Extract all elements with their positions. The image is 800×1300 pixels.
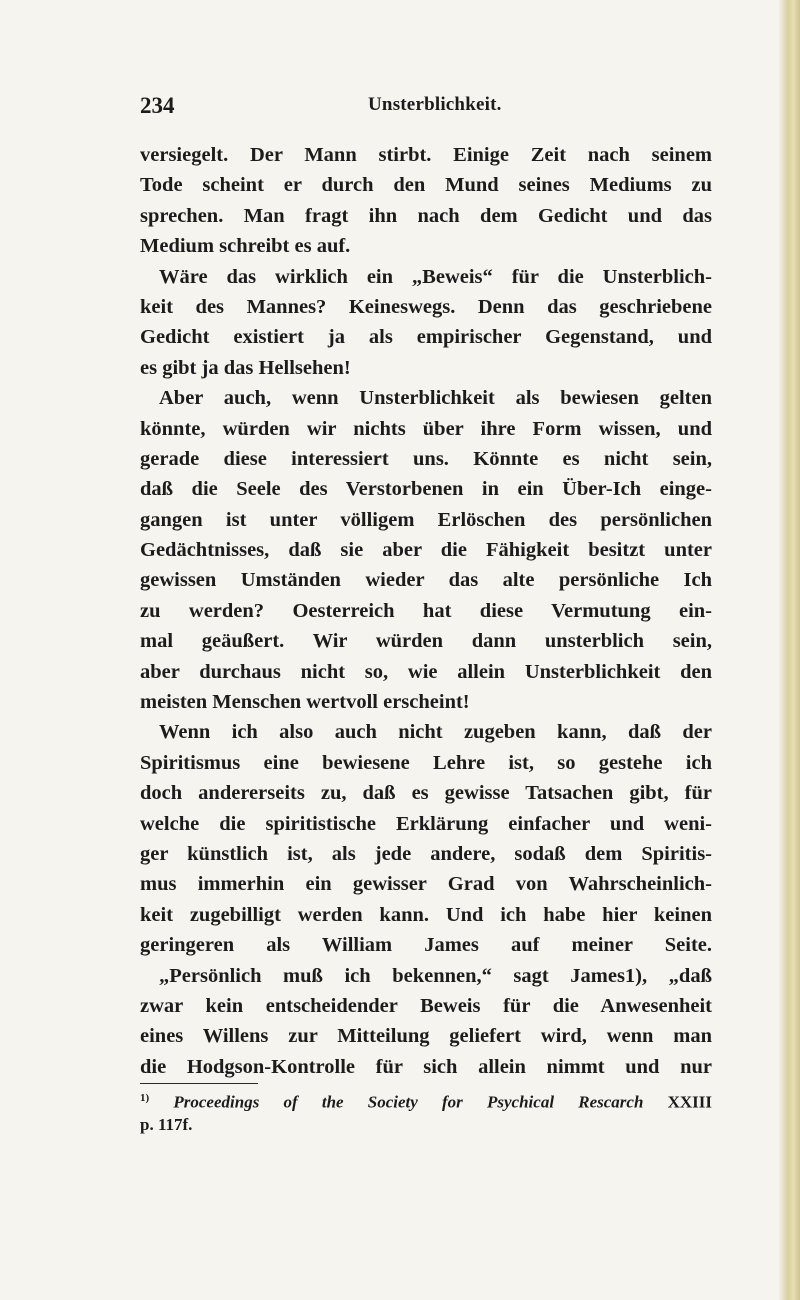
text-line: gerade diese interessiert uns. Könnte es nicht sein, — [140, 447, 712, 470]
text-line: gangen ist unter völligem Erlöschen des persönlichen — [140, 508, 712, 531]
text-line: Tode scheint er durch den Mund seines Mediums zu — [140, 174, 712, 197]
text-line: zwar kein entscheidender Beweis für die Anwesenheit — [140, 994, 712, 1017]
text-line: Medium schreibt es auf. — [140, 235, 351, 258]
text-line: keit zugebilligt werden kann. Und ich habe hier keinen — [140, 903, 712, 926]
text-line: meisten Menschen wertvoll erscheint! — [140, 691, 470, 714]
running-title: Unsterblichkeit. — [368, 94, 502, 115]
footnote-marker: 1) — [140, 1092, 150, 1104]
footnote-separator — [140, 1083, 258, 1084]
text-line: doch andererseits zu, daß es gewisse Tatsachen gibt, für — [140, 782, 712, 805]
text-line: keit des Mannes? Keineswegs. Denn das geschriebene — [140, 295, 712, 318]
text-line: zu werden? Oesterreich hat diese Vermutung ein- — [140, 599, 712, 622]
text-line: Spiritismus eine bewiesene Lehre ist, so gestehe ich — [140, 751, 712, 774]
text-line: Gedicht existiert ja als empirischer Gegenstand, und — [140, 326, 712, 349]
text-line: welche die spiritistische Erklärung einfacher und weni- — [140, 812, 712, 835]
text-line: die Hodgson-Kontrolle für sich allein nimmt und nur — [140, 1055, 712, 1078]
text-line: mal geäußert. Wir würden dann unsterblich sein, — [140, 630, 712, 653]
text-line: versiegelt. Der Mann stirbt. Einige Zeit nach seinem — [140, 144, 712, 166]
text-line: gewissen Umständen wieder das alte persönliche Ich — [140, 569, 712, 592]
footnote-volume: XXIII — [667, 1092, 713, 1112]
text-line: Gedächtnisses, daß sie aber die Fähigkeit besitzt unter — [140, 539, 712, 562]
text-line: sprechen. Man fragt ihn nach dem Gedicht und das — [140, 204, 712, 227]
page-header — [140, 93, 710, 117]
footnote — [140, 1087, 712, 1136]
text-line: mus immerhin ein gewisser Grad von Wahrscheinlich- — [140, 873, 712, 896]
text-line: aber durchaus nicht so, wie allein Unsterblichkeit den — [140, 660, 712, 683]
text-line: ger künstlich ist, als jede andere, sodaß dem Spiritis- — [140, 842, 712, 865]
text-line: geringeren als William James auf meiner Seite. — [140, 934, 712, 957]
text-line: eines Willens zur Mitteilung geliefert wird, wenn man — [140, 1025, 712, 1048]
text-line: es gibt ja das Hellsehen! — [140, 356, 351, 379]
body-text — [140, 140, 712, 1082]
text-line: Wäre das wirklich ein „Beweis“ für die Unsterblich- — [159, 265, 712, 288]
text-line: „Persönlich muß ich bekennen,“ sagt James1), „daß — [159, 964, 712, 987]
footnote-pages: p. 117f. — [140, 1114, 193, 1134]
page-edge-shadow — [778, 0, 800, 1300]
text-line: daß die Seele des Verstorbenen in ein Über-Ich einge- — [140, 478, 712, 501]
text-line: Wenn ich also auch nicht zugeben kann, daß der — [159, 721, 712, 744]
text-line: Aber auch, wenn Unsterblichkeit als bewiesen gelten — [159, 387, 712, 410]
text-line: könnte, würden wir nichts über ihre Form wissen, und — [140, 417, 712, 440]
footnote-title: Proceedings of the Society for Psychical Rescarch — [173, 1092, 644, 1112]
page-number: 234 — [140, 93, 175, 118]
